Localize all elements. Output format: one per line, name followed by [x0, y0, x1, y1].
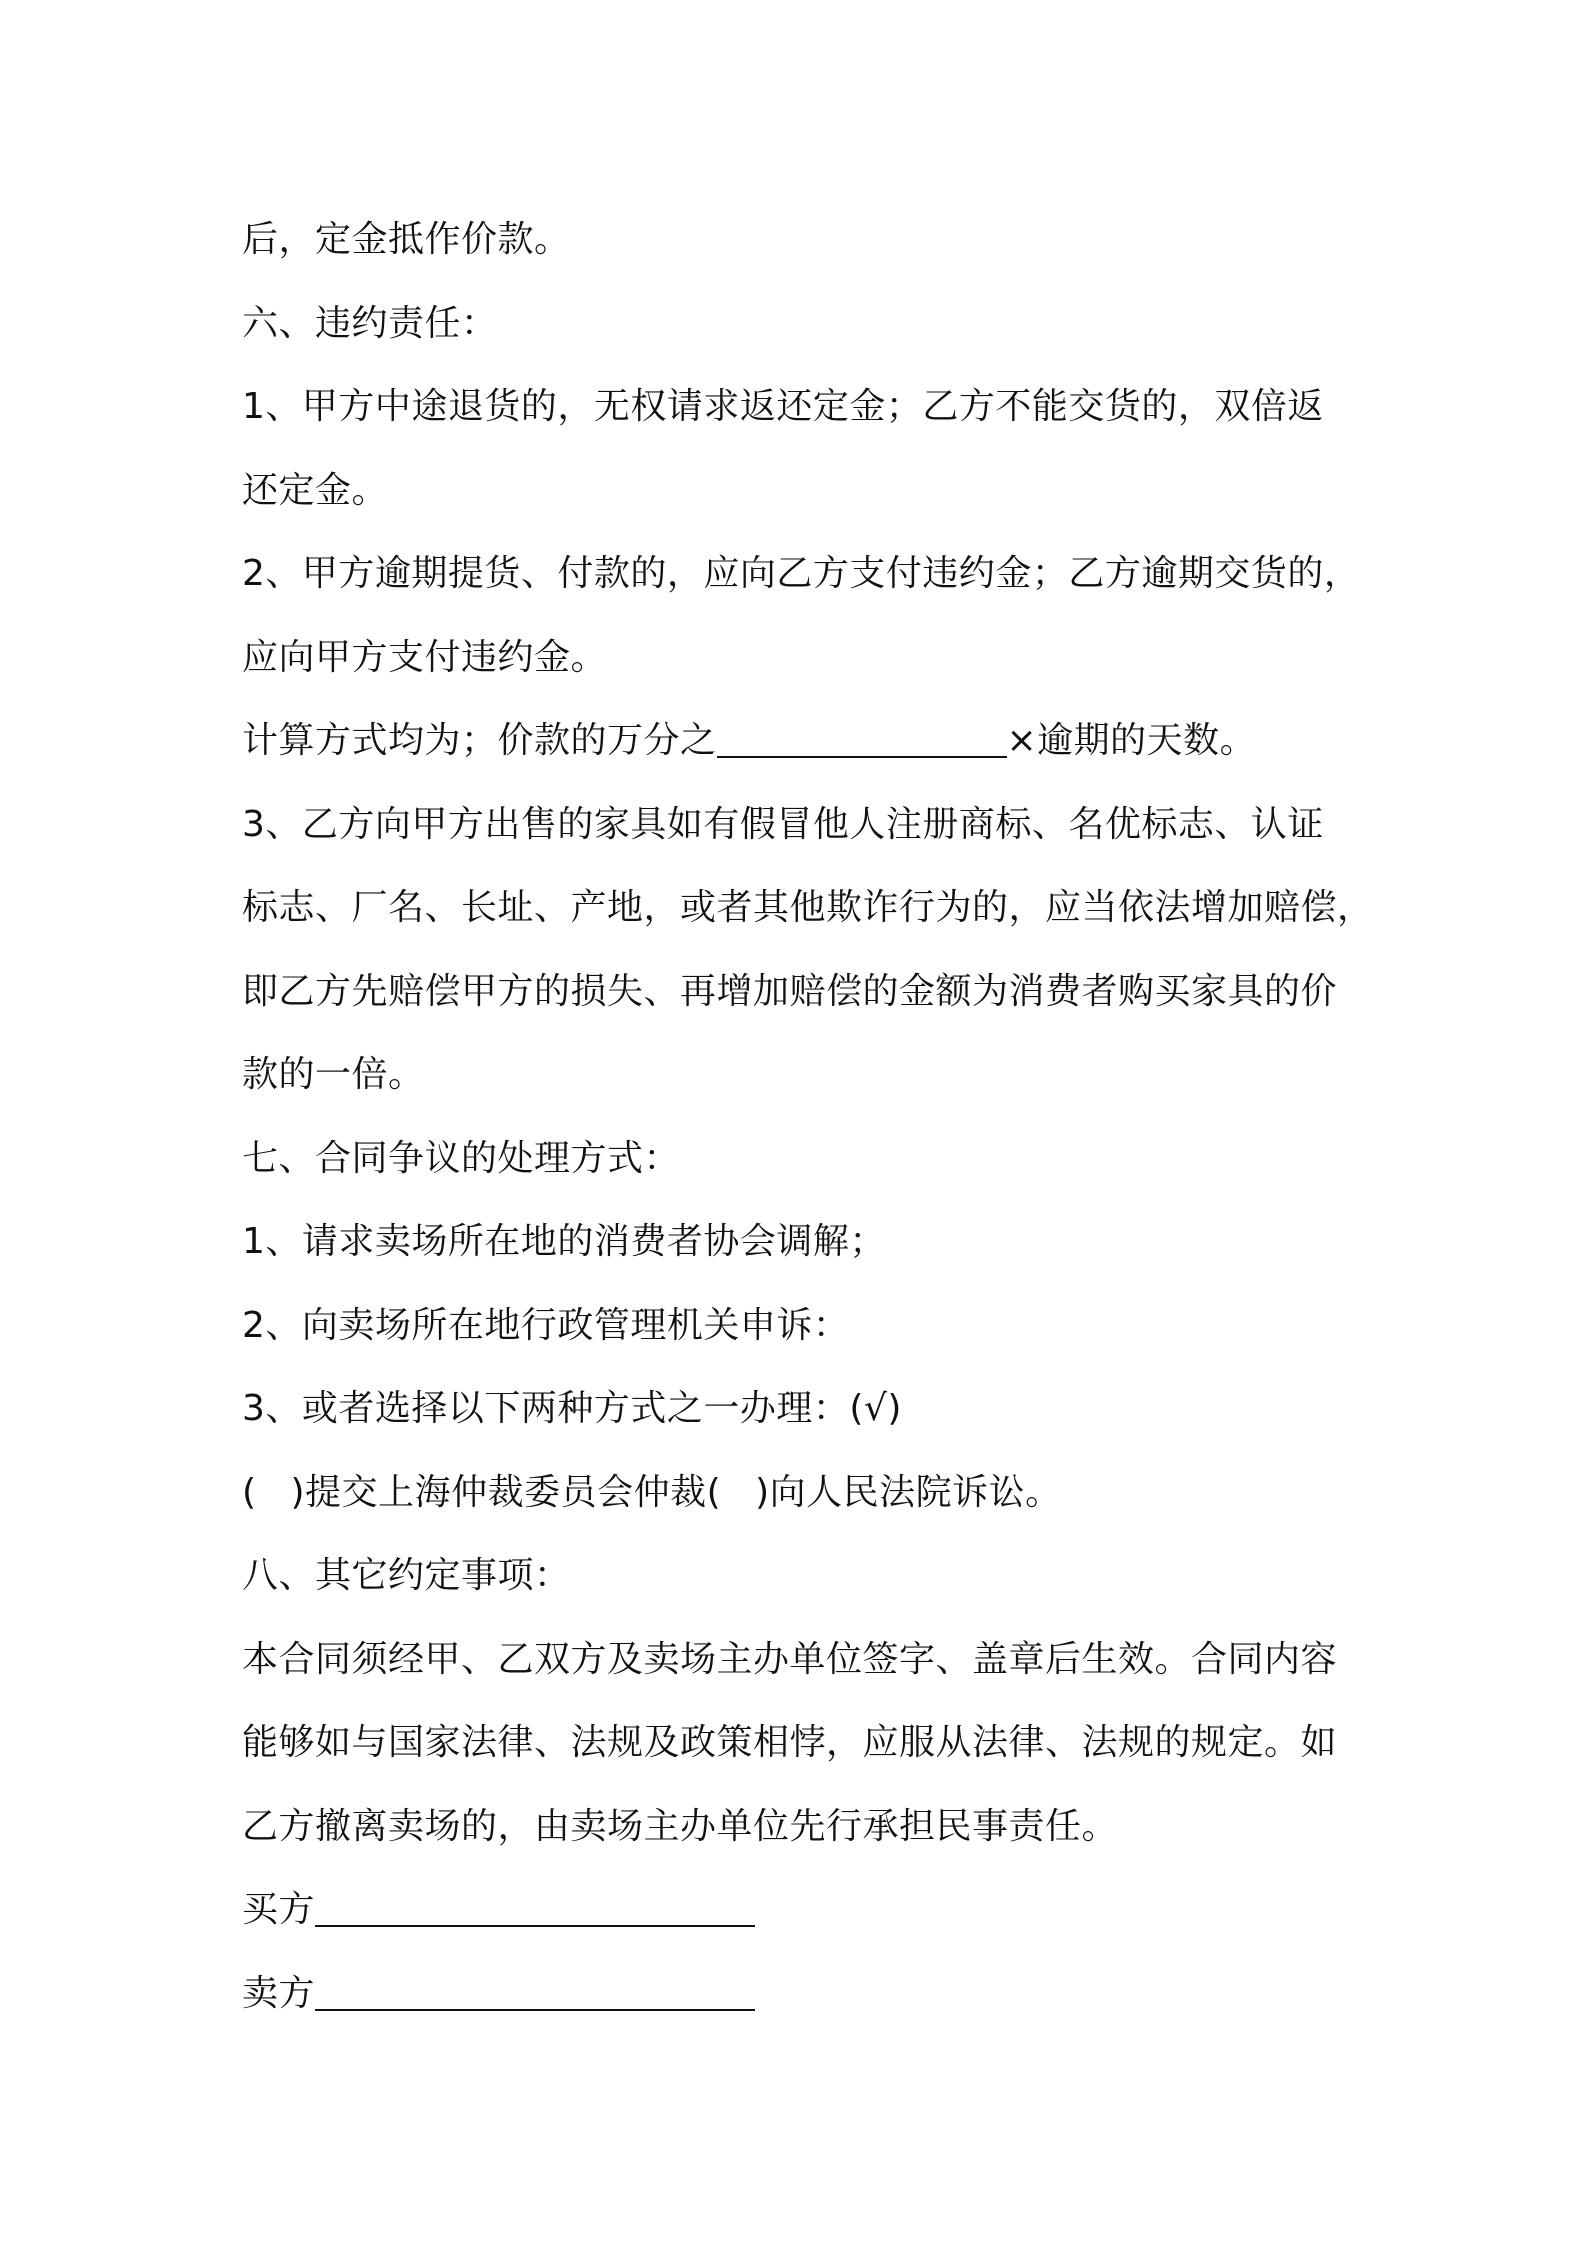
section-heading-other: 八、其它约定事项： — [242, 1555, 571, 1596]
section-heading-liability: 六、违约责任： — [242, 302, 498, 344]
text-line: 能够如与国家法律、法规及政策相悖，应服从法律、法规的规定。如 — [242, 1722, 1338, 1763]
option-open-paren: ( — [242, 1471, 257, 1513]
text-line: 乙方撤离卖场的，由卖场主办单位先行承担民事责任。 — [242, 1805, 1119, 1847]
dispute-options-line — [242, 1451, 1372, 1535]
buyer-label: 买方 — [242, 1889, 316, 1930]
seller-signature-blank[interactable] — [315, 1973, 755, 2011]
text-line: 3、或者选择以下两种方式之一办理：(√) — [242, 1388, 902, 1429]
text-line: 还定金。 — [242, 469, 389, 511]
document-body — [242, 198, 1372, 2035]
calc-prefix: 计算方式均为；价款的万分之 — [242, 720, 717, 761]
text-line: 1、甲方中途退货的，无权请求返还定金；乙方不能交货的，双倍返 — [242, 386, 1324, 427]
buyer-signature-blank[interactable] — [315, 1889, 755, 1927]
text-line: 后，定金抵作价款。 — [242, 219, 571, 260]
text-line: 标志、厂名、长址、产地，或者其他欺诈行为的，应当依法增加赔偿， — [242, 887, 1374, 928]
text-line: 2、甲方逾期提货、付款的，应向乙方支付违约金；乙方逾期交货的， — [242, 553, 1361, 594]
text-line: 3、乙方向甲方出售的家具如有假冒他人注册商标、名优标志、认证 — [242, 803, 1324, 845]
text-line: 即乙方先赔偿甲方的损失、再增加赔偿的金额为消费者购买家具的价 — [242, 970, 1338, 1012]
text-line: 本合同须经甲、乙双方及卖场主办单位签字、盖章后生效。合同内容 — [242, 1638, 1338, 1680]
text-line: 款的一倍。 — [242, 1054, 425, 1095]
text-line: 1、请求卖场所在地的消费者协会调解； — [242, 1221, 886, 1262]
seller-label: 卖方 — [242, 1972, 316, 2014]
text-line: 应向甲方支付违约金。 — [242, 636, 608, 678]
calc-suffix: ×逾期的天数。 — [1006, 720, 1257, 761]
calc-rate-blank[interactable] — [717, 720, 1007, 758]
option-arbitration-text: )提交上海仲裁委员会仲裁( — [290, 1471, 722, 1513]
option-litigation-text: )向人民法院诉讼。 — [755, 1471, 1062, 1513]
buyer-signature-line — [242, 1868, 1372, 1952]
section-heading-dispute: 七、合同争议的处理方式： — [242, 1137, 681, 1179]
text-line: 2、向卖场所在地行政管理机关申诉： — [242, 1304, 850, 1346]
seller-signature-line — [242, 1952, 1372, 2036]
calc-method-line — [242, 699, 1372, 783]
